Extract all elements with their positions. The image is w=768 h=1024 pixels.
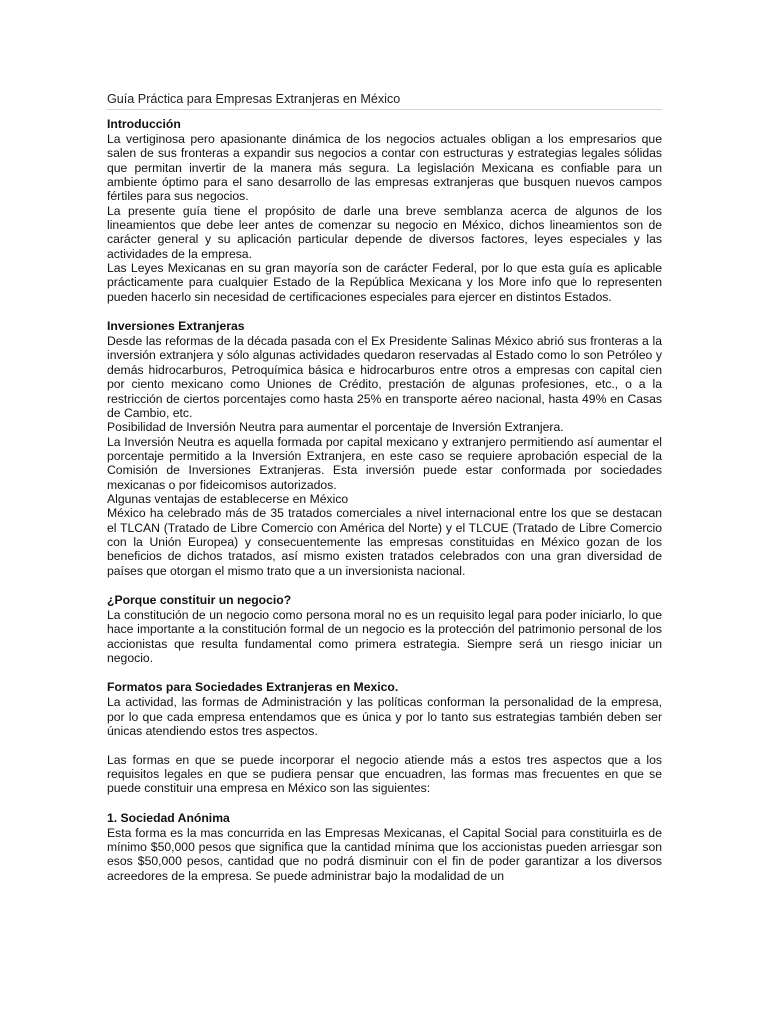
paragraph: La actividad, las formas de Administración y las políticas conforman la personalidad de la empresa, por lo que cada empresa entendamos que es única y por lo tanto sus estrategias también deben ser únicas atendiendo estos tres aspectos. bbox=[107, 695, 662, 739]
section-heading: ¿Porque constituir un negocio? bbox=[107, 592, 292, 607]
section-inversiones-extranjeras bbox=[107, 319, 662, 578]
section-heading: Formatos para Sociedades Extranjeras en Mexico. bbox=[107, 680, 399, 695]
paragraph: La vertiginosa pero apasionante dinámica de los negocios actuales obligan a los empresarios que salen de sus fronteras a expandir sus negocios a contar con estructuras y estrategias legales sólidas que permitan invertir de la manera más segura. La legislación Mexicana es confiable para un ambiente óptimo para el sano desarrollo de las empresas extranjeras que busquen nuevos campos fértiles para sus negocios. bbox=[107, 132, 662, 204]
document-title: Guía Práctica para Empresas Extranjeras en México bbox=[107, 92, 662, 110]
paragraph: La constitución de un negocio como persona moral no es un requisito legal para poder iniciarlo, lo que hace importante a la constitución formal de un negocio es la protección del patrimonio personal de los accionistas que resulta fundamental como primera estrategia. Siempre será un riesgo iniciar un negocio. bbox=[107, 607, 662, 665]
paragraph: Las Leyes Mexicanas en su gran mayoría son de carácter Federal, por lo que esta guía es aplicable prácticamente para cualquier Estado de la República Mexicana y los More info que lo representen pueden hacerlo sin necesidad de certificaciones especiales para ejercer en distintos Estados. bbox=[107, 261, 662, 304]
section-formatos-sociedades bbox=[107, 680, 662, 795]
paragraph: La Inversión Neutra es aquella formada por capital mexicano y extranjero permitiendo así aumentar el porcentaje permitido a la Inversión Extranjera, en este caso se requiere aprobación especial de la Comisión de Inversiones Extranjeras. Esta inversión puede estar conformada por sociedades mexicanas o por fideicomisos autorizados. bbox=[107, 434, 662, 492]
document-body bbox=[107, 117, 662, 898]
section-heading: Inversiones Extranjeras bbox=[107, 319, 245, 334]
paragraph: Posibilidad de Inversión Neutra para aumentar el porcentaje de Inversión Extranjera. bbox=[107, 420, 564, 435]
paragraph: México ha celebrado más de 35 tratados comerciales a nivel internacional entre los que se destacan el TLCAN (Tratado de Libre Comercio con América del Norte) y el TLCUE (Tratado de Libre Comercio con la Unión Europea) y consecuentemente las empresas constituidas en México gozan de los beneficios de dichos tratados, así mismo existen tratados celebrados con una gran diversidad de países que otorgan el mismo trato que a un inversionista nacional. bbox=[107, 506, 662, 578]
section-sociedad-anonima bbox=[107, 811, 662, 883]
paragraph: Esta forma es la mas concurrida en las Empresas Mexicanas, el Capital Social para constituirla es de mínimo $50,000 pesos que significa que la cantidad mínima que los accionistas pueden arriesgar son esos $50,000 pesos, cantidad que no podrá disminuir con el fin de poder garantizar a los diversos acreedores de la empresa. Se puede administrar bajo la modalidad de un bbox=[107, 825, 662, 883]
paragraph: Desde las reformas de la década pasada con el Ex Presidente Salinas México abrió sus fronteras a la inversión extranjera y sólo algunas actividades quedaron reservadas al Estado como lo son Petróleo y demás hidrocarburos, Petroquímica básica e hidrocarburos entre otros a empresas con capital cien por ciento mexicano como Uniones de Crédito, prestación de algunas profesiones, etc., o a la restricción de ciertos porcentajes como hasta 25% en transporte aéreo nacional, hasta 49% en Casas de Cambio, etc. bbox=[107, 334, 662, 420]
paragraph: Las formas en que se puede incorporar el negocio atiende más a estos tres aspectos que a los requisitos legales en que se pudiera pensar que encuadren, las formas mas frecuentes en que se puede constituir una empresa en México son las siguientes: bbox=[107, 752, 662, 796]
paragraph: Algunas ventajas de establecerse en México bbox=[107, 491, 349, 506]
section-heading: 1. Sociedad Anónima bbox=[107, 810, 230, 825]
section-porque-constituir bbox=[107, 593, 662, 665]
section-heading: Introducción bbox=[107, 117, 181, 131]
section-introduccion bbox=[107, 117, 662, 304]
paragraph: La presente guía tiene el propósito de darle una breve semblanza acerca de algunos de los lineamientos que debe leer antes de comenzar su negocio en México, dichos lineamientos son de carácter general y su aplicación particular depende de diversos factores, leyes especiales y las actividades de la empresa. bbox=[107, 203, 662, 261]
